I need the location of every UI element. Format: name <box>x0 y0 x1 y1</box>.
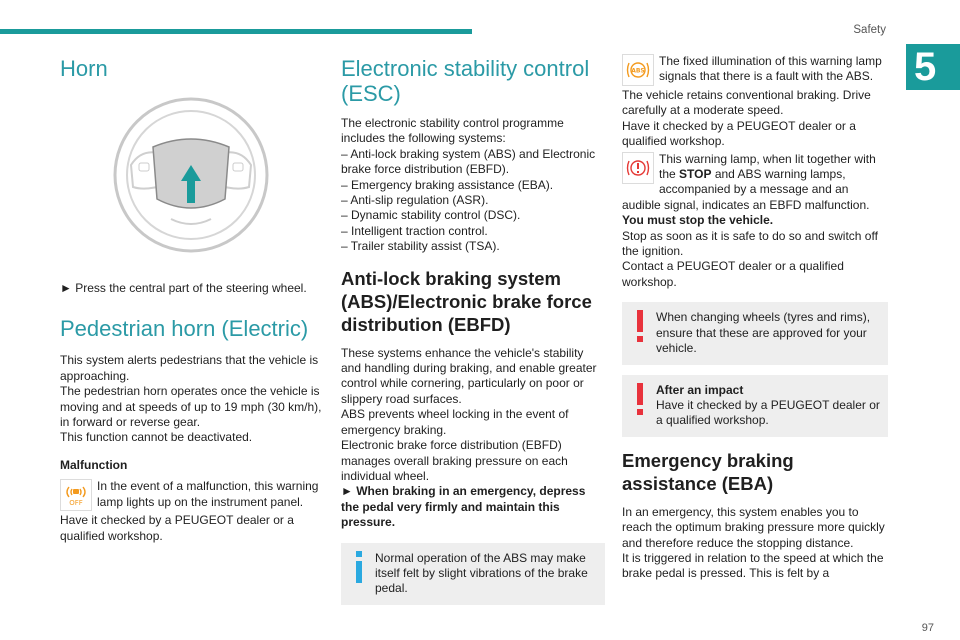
page-number: 97 <box>921 622 934 634</box>
info-note <box>341 543 605 605</box>
section-name: Safety <box>853 24 886 36</box>
left-column <box>60 52 322 544</box>
top-accent-bar <box>0 29 472 34</box>
malfunction-text: In the event of a malfunction, this warning lamp lights up on the instrument panel. <box>97 479 319 509</box>
wheels-warning-text: When changing wheels (tyres and rims), ensure that these are approved for your vehicle. <box>656 310 871 356</box>
pedestrian-horn-warning-icon <box>60 479 92 511</box>
abs-warning-icon <box>622 54 654 86</box>
horn-step: ► Press the central part of the steering wheel. <box>60 281 307 295</box>
esc-intro: The electronic stability control programme includes the following systems: <box>341 116 564 146</box>
middle-column <box>341 52 605 605</box>
eba-body-2: It is triggered in relation to the speed at which the brake pedal is pressed. This is felt by a <box>622 550 884 581</box>
ped-body-3: This function cannot be deactivated. <box>60 430 253 445</box>
abs-lamp-body-1: The vehicle retains conventional braking. Drive carefully at a moderate speed. <box>622 88 871 118</box>
esc-item: – Anti-slip regulation (ASR). <box>341 193 489 208</box>
pedestrian-horn-title: Pedestrian horn (Electric) <box>60 316 309 342</box>
abs-body-3: Electronic brake force distribution (EBFD) manages overall braking pressure on each individual wheel. <box>341 438 568 483</box>
impact-warning-note <box>622 375 888 437</box>
ped-body-2: The pedestrian horn operates once the vehicle is moving and at speeds of up to 19 mph (30 km/h), in forward or reverse gear. <box>60 384 322 430</box>
warning-icon <box>630 383 650 417</box>
steering-wheel-illustration <box>101 95 281 255</box>
esc-item: – Dynamic stability control (DSC). <box>341 208 521 223</box>
malfunction-title: Malfunction <box>60 457 128 472</box>
ebfd-lamp-text: This warning lamp, when lit together with the STOP and ABS warning lamps, accompanied by a message and an audible signal, indicates an EBFD malfunction. <box>622 151 876 212</box>
ped-body-1: This system alerts pedestrians that the vehicle is approaching. <box>60 353 319 383</box>
chapter-number: 5 <box>906 44 960 90</box>
esc-item: – Intelligent traction control. <box>341 223 488 238</box>
esc-title: Electronic stability control (ESC) <box>341 56 590 106</box>
svg-text:ABS: ABS <box>631 67 645 75</box>
stop-body-1: Stop as soon as it is safe to do so and switch off the ignition. <box>622 228 878 259</box>
warning-icon <box>630 310 650 344</box>
abs-lamp-block <box>622 54 888 85</box>
horn-title: Horn <box>60 56 108 81</box>
off-label: OFF <box>69 499 83 508</box>
info-icon <box>349 551 369 585</box>
brake-warning-icon <box>622 152 654 184</box>
ebfd-lamp-block <box>622 152 888 214</box>
abs-lamp-body-2: Have it checked by a PEUGEOT dealer or a qualified workshop. <box>622 118 856 149</box>
abs-lamp-text: The fixed illumination of this warning lamp signals that there is a fault with the ABS. <box>659 54 882 84</box>
esc-item: – Emergency braking assistance (EBA). <box>341 177 554 192</box>
abs-title: Anti-lock braking system (ABS)/Electronic brake force distribution (EBFD) <box>341 267 592 335</box>
abs-step: ► When braking in an emergency, depress the pedal very firmly and maintain this pressure. <box>341 484 586 530</box>
abs-body-1: These systems enhance the vehicle's stability and handling during braking, and enable greater control while cornering, particularly on poor or slippery road surfaces. <box>341 345 597 406</box>
eba-body-1: In an emergency, this system enables you to reach the optimum braking pressure more quickly and therefore reduce the stopping distance. <box>622 504 885 550</box>
impact-warning-title: After an impact <box>656 382 744 397</box>
impact-warning-text: Have it checked by a PEUGEOT dealer or a qualified workshop. <box>656 397 880 428</box>
info-note-text: Normal operation of the ABS may make itself felt by slight vibrations of the brake pedal. <box>375 550 588 596</box>
wheels-warning-note <box>622 302 888 364</box>
esc-item: – Trailer stability assist (TSA). <box>341 239 500 254</box>
abs-body-2: ABS prevents wheel locking in the event of emergency braking. <box>341 407 569 437</box>
must-stop: You must stop the vehicle. <box>622 213 774 228</box>
right-column <box>622 54 888 582</box>
malfunction-block <box>60 479 322 544</box>
malfunction-text-2: Have it checked by a PEUGEOT dealer or a qualified workshop. <box>60 513 294 543</box>
stop-body-2: Contact a PEUGEOT dealer or a qualified workshop. <box>622 259 844 289</box>
esc-item: – Anti-lock braking system (ABS) and Electronic brake force distribution (EBFD). <box>341 146 596 177</box>
eba-title: Emergency braking assistance (EBA) <box>622 449 794 494</box>
